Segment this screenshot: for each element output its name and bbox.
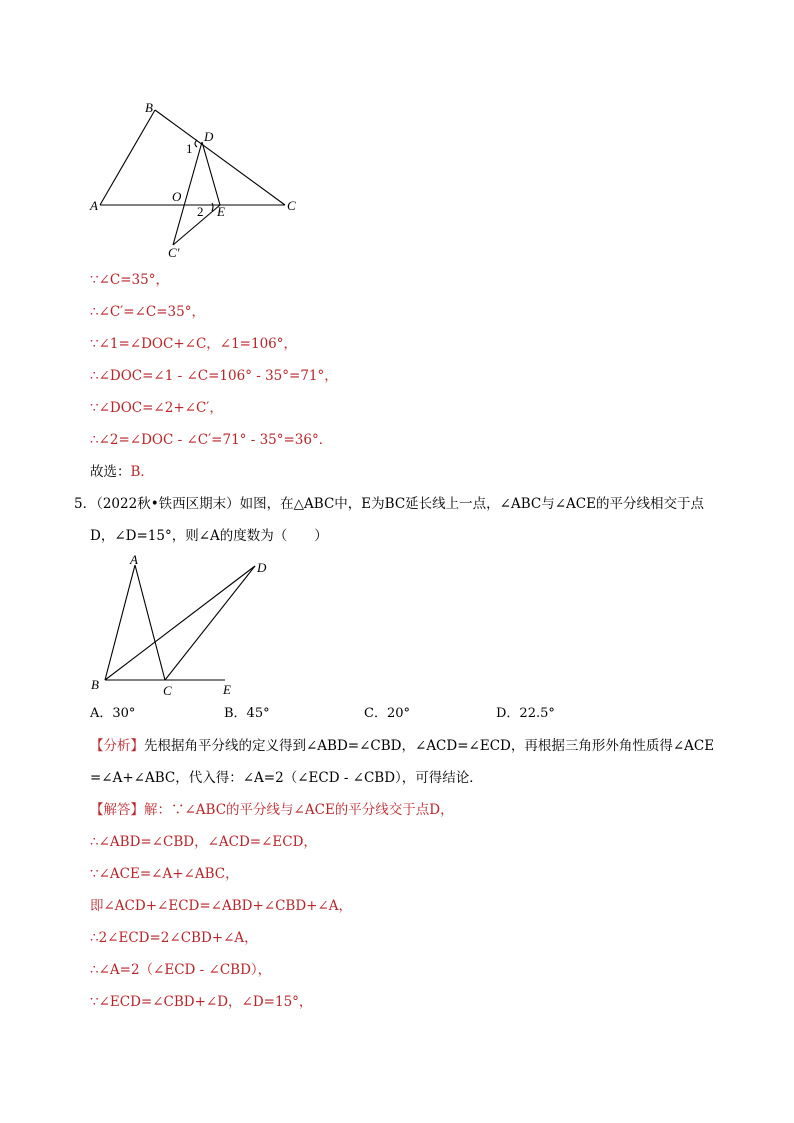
label-b: B [91,677,99,692]
figure-triangle-fold [80,95,320,265]
question-5-line-2: D，∠D=15°，则∠A的度数为（ ） [90,528,328,544]
solution-line: ∵∠C=35°， [90,272,169,288]
analysis-line-1 [90,736,714,756]
solution-line: ∴∠C′=∠C=35°， [90,304,205,320]
solution-line: ∵∠1=∠DOC+∠C，∠1=106°， [90,336,298,352]
option-d: D．22.5° [496,706,555,721]
answer-tag: 【解答】 [90,802,144,818]
label-e: E [223,682,231,697]
solution-line: ∵∠DOC=∠2+∠C′， [90,400,223,416]
solution-line: ∴∠DOC=∠1 - ∠C=106° - 35°=71°， [90,368,338,384]
label-d: D [257,560,267,575]
label-c: C [287,198,296,213]
label-c-prime: C′ [168,245,180,260]
choice-value: B． [130,464,154,480]
analysis-line-2: =∠A+∠ABC，代入得：∠A=2（∠ECD - ∠CBD），可得结论． [90,770,483,786]
segment-ac [135,565,165,680]
choice-prefix: 故选： [90,464,131,480]
figure-angle-bisectors [85,548,285,698]
angle-1-arc [195,140,197,147]
option-b: B．45° [224,706,270,721]
label-a: A [90,198,98,213]
analysis-text: 先根据角平分线的定义得到∠ABD=∠CBD，∠ACD=∠ECD，再根据三角形外角性质得∠ACE [144,738,715,754]
answer-text: 解：∵∠ABC的平分线与∠ACE的平分线交于点D， [144,802,454,818]
answer-line-1 [90,800,454,820]
angle-2-arc [212,203,213,211]
segment-ba [105,565,135,680]
label-c: C [163,683,172,698]
segment-bd [105,566,255,680]
segment-cd [165,566,255,680]
answer-line: 即∠ACD+∠ECD=∠ABD+∠CBD+∠A， [90,898,353,914]
option-a: A．30° [90,706,136,721]
label-e: E [217,204,225,219]
answer-line: ∴∠ABD=∠CBD，∠ACD=∠ECD， [90,834,317,850]
label-b: B [145,100,153,115]
answer-line: ∴∠A=2（∠ECD - ∠CBD）， [90,962,272,978]
analysis-tag: 【分析】 [90,738,144,754]
answer-line: ∴2∠ECD=2∠CBD+∠A， [90,930,258,946]
label-1: 1 [186,141,193,156]
answer-line: ∵∠ACE=∠A+∠ABC， [90,866,239,882]
question-5-line-1: 5．（2022秋•铁西区期末）如图，在△ABC中，E为BC延长线上一点，∠ABC与∠ACE的平分线相交于点 [74,496,704,512]
label-a: A [130,552,138,567]
answer-line: ∵∠ECD=∠CBD+∠D，∠D=15°， [90,994,313,1010]
segment-ab [100,110,155,205]
label-2: 2 [197,204,204,219]
solution-line: ∴∠2=∠DOC - ∠C′=71° - 35°=36°． [90,432,333,448]
option-c: C．20° [364,706,410,721]
choice-line [90,462,154,482]
label-d: D [204,129,214,144]
label-o: O [172,189,182,204]
